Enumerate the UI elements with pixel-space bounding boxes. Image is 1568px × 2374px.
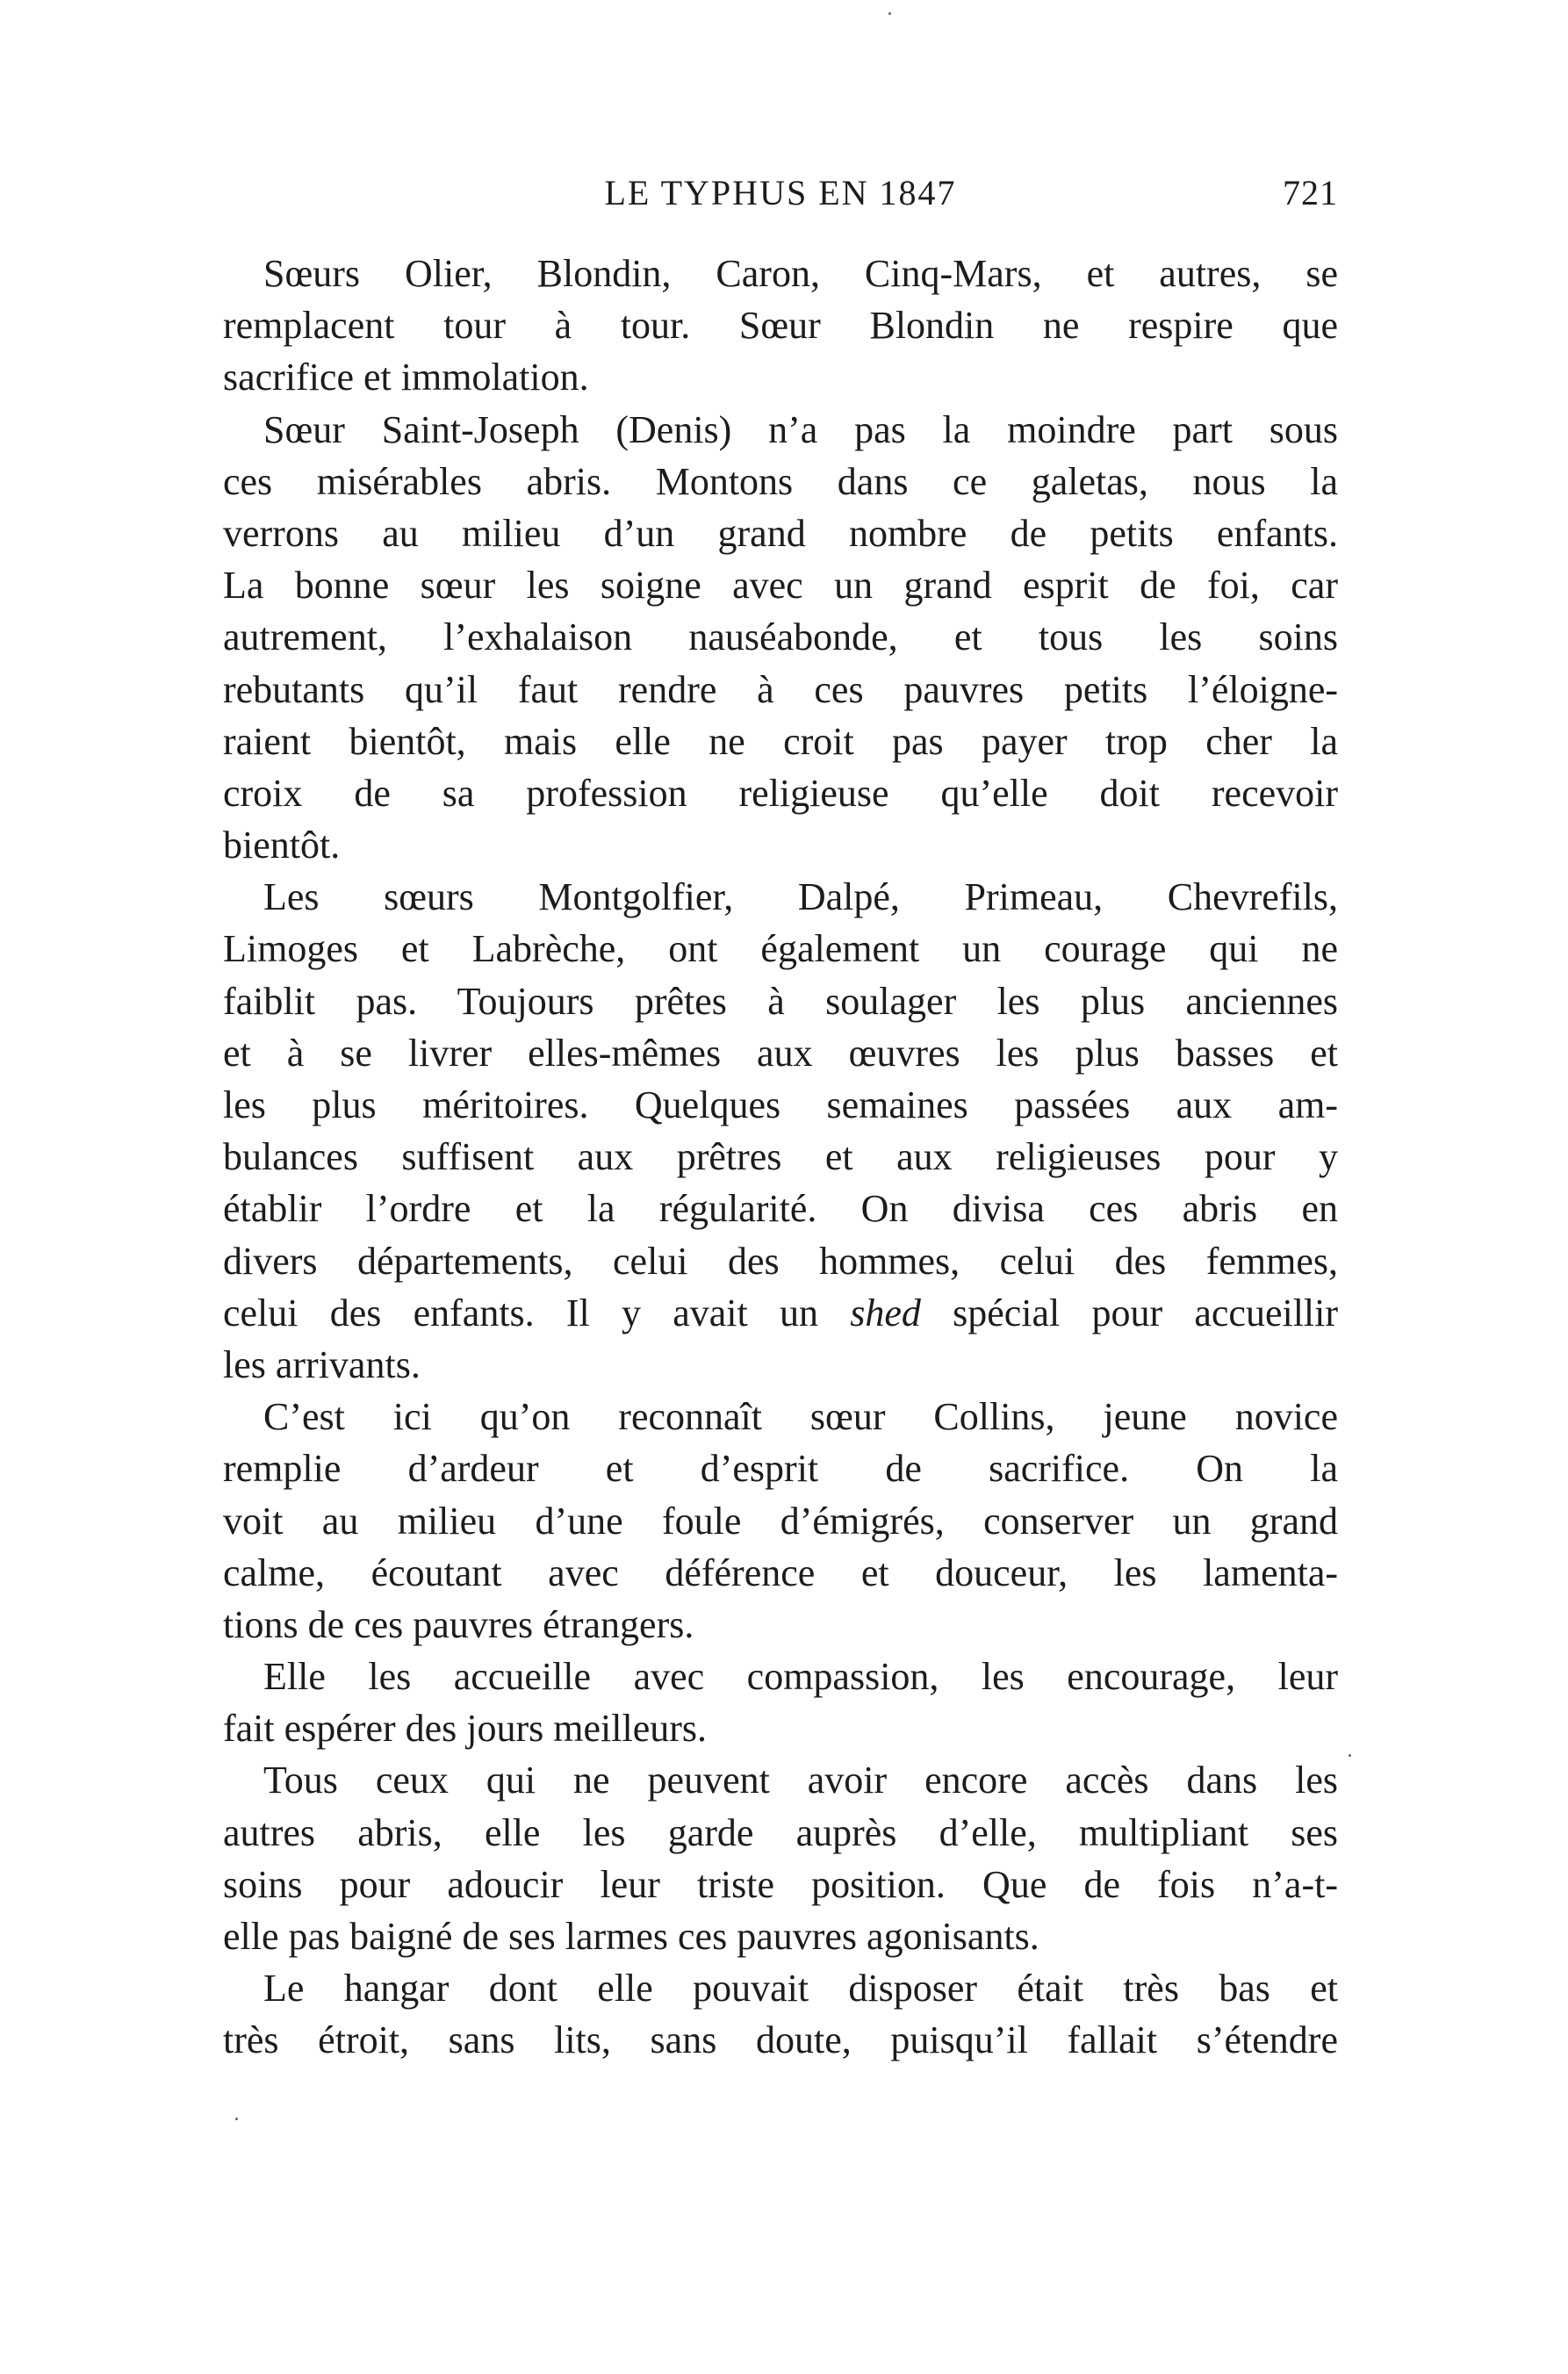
text-line: fait espérer des jours meilleurs. bbox=[223, 1707, 708, 1751]
text-line: faiblit pas. Toujours prêtes à soulager les plus anciennes bbox=[223, 979, 1338, 1023]
text-line: remplacent tour à tour. Sœur Blondin ne respire que bbox=[223, 304, 1338, 348]
text-line: autres abris, elle les garde auprès d’elle, multipliant ses bbox=[223, 1810, 1338, 1854]
text-line: C’est ici qu’on reconnaît sœur Collins, jeune novice bbox=[263, 1395, 1338, 1439]
text-line: Le hangar dont elle pouvait disposer était très bas et bbox=[263, 1967, 1338, 2011]
text-line: établir l’ordre et la régularité. On divisa ces abris en bbox=[223, 1187, 1338, 1231]
text-line: très étroit, sans lits, sans doute, puisqu’il fallait s’étendre bbox=[223, 2018, 1338, 2062]
text-line: verrons au milieu d’un grand nombre de petits enfants. bbox=[223, 511, 1338, 555]
text-line: Limoges et Labrèche, ont également un courage qui ne bbox=[223, 927, 1338, 971]
text-line: et à se livrer elles-mêmes aux œuvres les plus basses et bbox=[223, 1031, 1338, 1075]
text-line: La bonne sœur les soigne avec un grand esprit de foi, car bbox=[223, 564, 1338, 608]
text-line-with-italic bbox=[223, 1287, 1338, 1339]
text-line: les plus méritoires. Quelques semaines passées aux am- bbox=[223, 1083, 1338, 1126]
text-line: les arrivants. bbox=[223, 1342, 421, 1386]
text-line: Elle les accueille avec compassion, les encourage, leur bbox=[263, 1655, 1338, 1699]
text-line: bientôt. bbox=[223, 824, 341, 867]
text-line: soins pour adoucir leur triste position. Que de fois n’a-t- bbox=[223, 1862, 1338, 1906]
text-line: Sœur Saint-Joseph (Denis) n’a pas la moindre part sous bbox=[263, 407, 1338, 451]
text-line: rebutants qu’il faut rendre à ces pauvres petits l’éloigne- bbox=[223, 667, 1338, 711]
running-head bbox=[223, 172, 1338, 225]
paper-speck bbox=[888, 12, 891, 15]
text-line: Tous ceux qui ne peuvent avoir encore accès dans les bbox=[263, 1759, 1338, 1802]
text-line: tions de ces pauvres étrangers. bbox=[223, 1602, 694, 1646]
text-line: Les sœurs Montgolfier, Dalpé, Primeau, Chevrefils, bbox=[263, 875, 1338, 919]
italic-word: shed bbox=[850, 1291, 921, 1334]
text-line: sacrifice et immolation. bbox=[223, 356, 589, 399]
text-segment: spécial pour accueillir bbox=[953, 1291, 1339, 1334]
body-text bbox=[223, 248, 1338, 2067]
text-line: calme, écoutant avec déférence et douceur, les lamenta- bbox=[223, 1550, 1338, 1594]
text-line: remplie d’ardeur et d’esprit de sacrifice. On la bbox=[223, 1447, 1338, 1491]
text-line: Sœurs Olier, Blondin, Caron, Cinq-Mars, et autres, se bbox=[263, 252, 1338, 295]
running-title: LE TYPHUS EN 1847 bbox=[604, 173, 957, 212]
text-line: voit au milieu d’une foule d’émigrés, conserver un grand bbox=[223, 1499, 1338, 1543]
paper-speck bbox=[1349, 1754, 1351, 1757]
text-line: croix de sa profession religieuse qu’elle doit recevoir bbox=[223, 771, 1338, 815]
text-line: elle pas baigné de ses larmes ces pauvres agonisants. bbox=[223, 1915, 1039, 1958]
text-line: ces misérables abris. Montons dans ce galetas, nous la bbox=[223, 459, 1338, 503]
text-line: divers départements, celui des hommes, celui des femmes, bbox=[223, 1239, 1338, 1283]
page-number: 721 bbox=[1283, 173, 1338, 212]
text-segment: celui des enfants. Il y avait un bbox=[223, 1291, 818, 1334]
text-line: bulances suffisent aux prêtres et aux religieuses pour y bbox=[223, 1135, 1338, 1179]
paper-speck bbox=[235, 2118, 238, 2120]
text-line: autrement, l’exhalaison nauséabonde, et tous les soins bbox=[223, 615, 1338, 659]
text-line: raient bientôt, mais elle ne croit pas payer trop cher la bbox=[223, 719, 1338, 763]
